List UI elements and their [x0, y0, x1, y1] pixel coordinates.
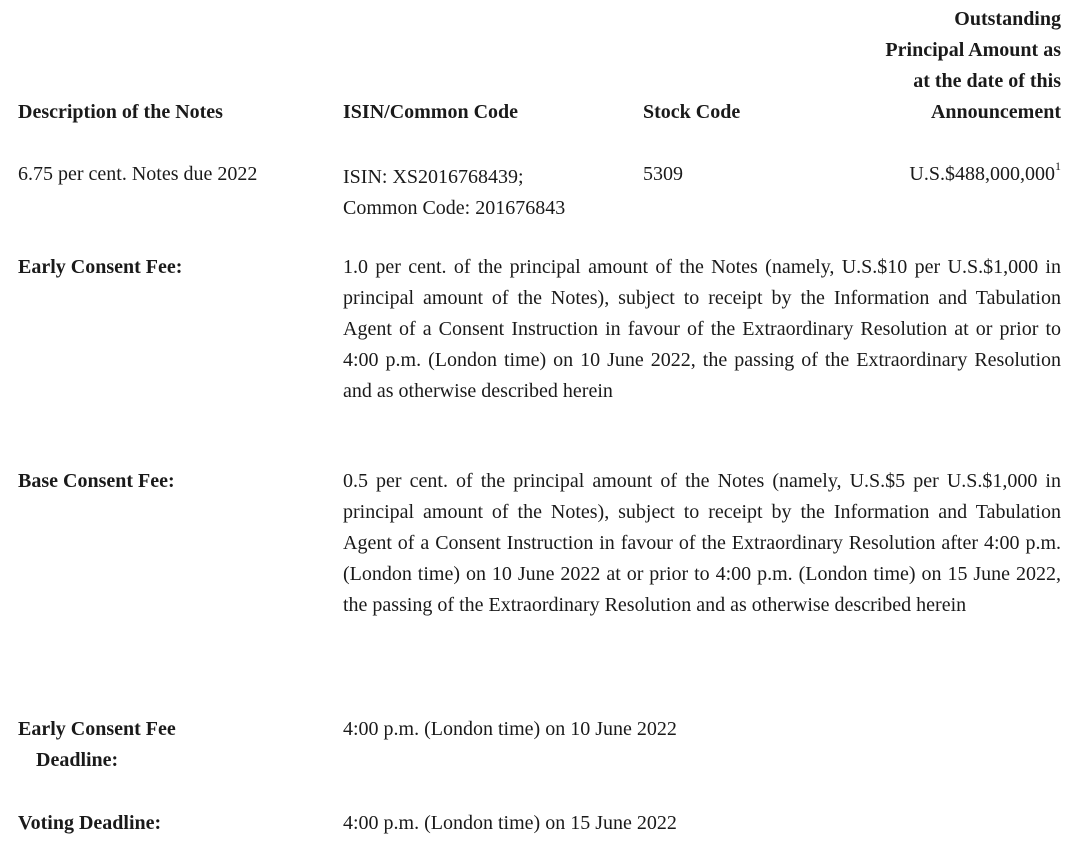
footnote-marker: 1	[1055, 159, 1061, 174]
term-base-consent-fee-label: Base Consent Fee:	[18, 470, 175, 492]
row-isin: ISIN: XS2016768439;	[343, 166, 524, 188]
header-outstanding-line-2: Principal Amount as	[885, 39, 1061, 61]
row-description: 6.75 per cent. Notes due 2022	[18, 163, 258, 185]
header-outstanding-line-3: at the date of this	[913, 70, 1061, 92]
term-early-consent-fee-label: Early Consent Fee:	[18, 256, 183, 278]
term-base-consent-fee-definition: 0.5 per cent. of the principal amount of the Notes (namely, U.S.$5 per U.S.$1,000 in principal amount of the Notes), subject to receipt by the Information and Tabulation Agent of a Consent Instruction in favour of the Extraordinary Resolution after 4:00 p.m. (London time) on 10 June 2022 at or prior to 4:00 p.m. (London time) on 15 June 2022, the passing of the Extraordinary Resolution and as otherwise described herein	[343, 470, 1061, 616]
header-isin: ISIN/Common Code	[343, 101, 519, 123]
header-stock-code: Stock Code	[643, 101, 741, 123]
term-voting-deadline-definition: 4:00 p.m. (London time) on 15 June 2022	[343, 812, 677, 834]
header-outstanding-line-4: Announcement	[930, 101, 1061, 123]
term-voting-deadline-label: Voting Deadline:	[18, 812, 162, 834]
row-isin-common-code	[343, 162, 565, 224]
term-early-consent-fee-deadline-label	[18, 714, 318, 776]
term-early-consent-fee-definition: 1.0 per cent. of the principal amount of the Notes (namely, U.S.$10 per U.S.$1,000 in principal amount of the Notes), subject to receipt by the Information and Tabulation Agent of a Consent Instruction in favour of the Extraordinary Resolution at or prior to 4:00 p.m. (London time) on 10 June 2022, the passing of the Extraordinary Resolution and as otherwise described herein	[343, 256, 1061, 402]
header-description: Description of the Notes	[18, 101, 223, 123]
row-amount	[909, 159, 1061, 186]
term-early-consent-fee-deadline-line-1: Early Consent Fee	[18, 718, 176, 740]
row-stock-code: 5309	[643, 163, 683, 185]
header-outstanding-line-1: Outstanding	[954, 8, 1061, 30]
term-early-consent-fee-deadline-line-2: Deadline:	[36, 749, 119, 771]
row-amount-value: U.S.$488,000,000	[909, 163, 1055, 185]
header-outstanding-amount	[761, 7, 1061, 131]
row-common-code: Common Code: 201676843	[343, 197, 566, 219]
term-early-consent-fee-deadline-definition: 4:00 p.m. (London time) on 10 June 2022	[343, 718, 677, 740]
